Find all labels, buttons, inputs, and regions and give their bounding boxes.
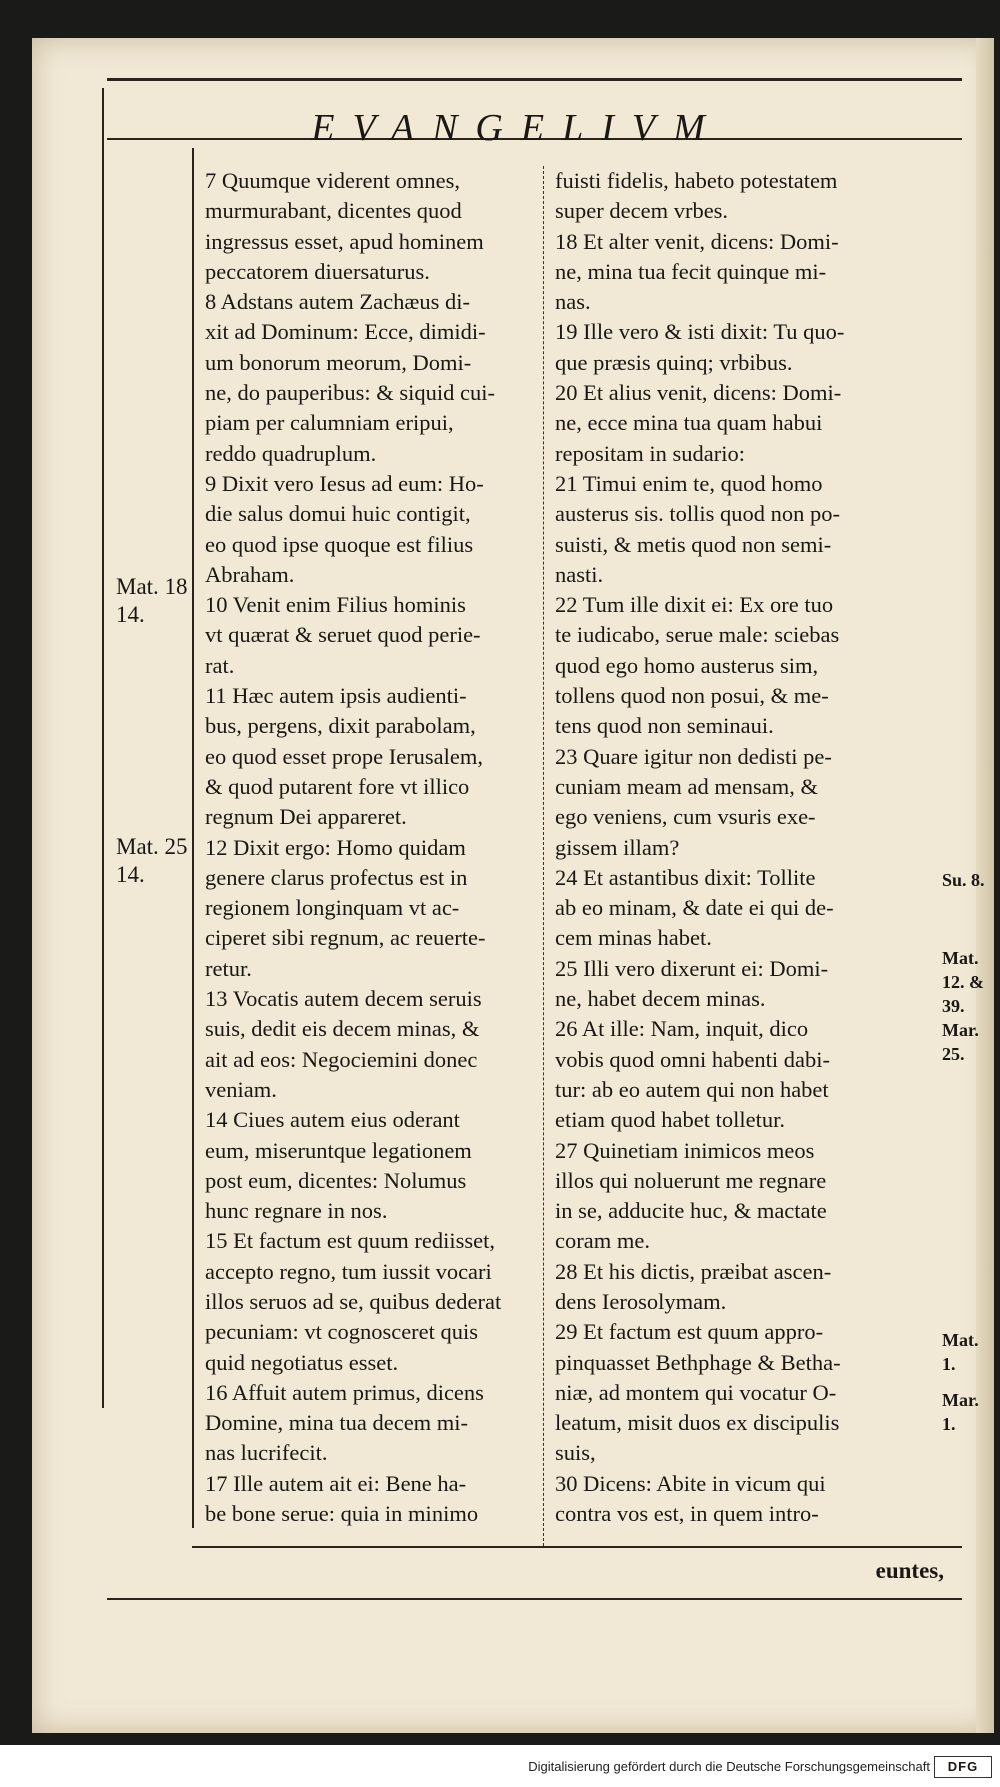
text-line: eo quod ipse quoque est filius	[205, 531, 474, 557]
funding-note: Digitalisierung gefördert durch die Deutsche Forschungsgemeinschaft	[528, 1759, 930, 1774]
text-line: suis,	[555, 1440, 596, 1466]
text-line: 8 Adstans autem Zachæus di-	[205, 289, 470, 315]
margin-ref: Su. 8.	[942, 870, 985, 890]
text-line: 25 Illi vero dixerunt ei: Domi-	[555, 955, 829, 981]
text-line: eo quod esset prope Ierusalem,	[205, 743, 484, 769]
text-line: tur: ab eo autem qui non habet	[555, 1076, 829, 1102]
text-line: retur.	[205, 955, 252, 981]
margin-note-left	[116, 833, 216, 889]
text-line: repositam in sudario:	[555, 440, 745, 466]
text-line: 28 Et his dictis, præibat ascen-	[555, 1258, 832, 1284]
margin-ref: 12. &	[942, 972, 984, 992]
text-line: contra vos est, in quem intro-	[555, 1501, 819, 1527]
margin-note-right	[942, 1388, 994, 1436]
text-line: ne, do pauperibus: & siquid cui-	[205, 380, 495, 406]
text-line: in se, adducite huc, & mactate	[555, 1198, 827, 1224]
text-line: Domine, mina tua decem mi-	[205, 1410, 469, 1436]
text-line: regionem longinquam vt ac-	[205, 895, 460, 921]
text-line: ab eo minam, & date ei qui de-	[555, 895, 834, 921]
text-line: die salus domui huic contigit,	[205, 501, 471, 527]
text-line: ne, ecce mina tua quam habui	[555, 410, 823, 436]
margin-ref: 39.	[942, 996, 965, 1016]
margin-ref: Mat. 18	[116, 574, 188, 599]
text-line: suisti, & metis quod non semi-	[555, 531, 832, 557]
text-line: etiam quod habet tolletur.	[555, 1107, 785, 1133]
column-separator	[543, 166, 544, 1546]
text-line: illos seruos ad se, quibus dederat	[205, 1288, 502, 1314]
text-line: gissem illam?	[555, 834, 680, 860]
bottom-text-rule	[192, 1546, 962, 1548]
text-line: 14 Ciues autem eius oderant	[205, 1107, 460, 1133]
text-line: rat.	[205, 652, 235, 678]
text-line: genere clarus profectus est in	[205, 864, 468, 890]
text-line: 10 Venit enim Filius hominis	[205, 592, 466, 618]
text-line: niæ, ad montem qui vocatur O-	[555, 1379, 837, 1405]
text-line: cem minas habet.	[555, 925, 712, 951]
text-line: 21 Timui enim te, quod homo	[555, 470, 823, 496]
text-line: hunc regnare in nos.	[205, 1198, 388, 1224]
text-line: murmurabant, dicentes quod	[205, 198, 462, 224]
text-line: xit ad Dominum: Ecce, dimidi-	[205, 319, 486, 345]
digitization-footer	[0, 1745, 1000, 1787]
text-line: nasti.	[555, 561, 604, 587]
text-line: 11 Hæc autem ipsis audienti-	[205, 683, 467, 709]
text-line: 27 Quinetiam inimicos meos	[555, 1137, 815, 1163]
text-line: ne, mina tua fecit quinque mi-	[555, 258, 827, 284]
text-line: 29 Et factum est quum appro-	[555, 1319, 824, 1345]
text-line: & quod putarent fore vt illico	[205, 773, 470, 799]
text-line: regnum Dei appareret.	[205, 804, 407, 830]
book-page	[32, 38, 994, 1733]
text-line: illos qui noluerunt me regnare	[555, 1167, 827, 1193]
text-line: Abraham.	[205, 561, 295, 587]
text-line: cuniam meam ad mensam, &	[555, 773, 819, 799]
text-line: tollens quod non posui, & me-	[555, 683, 829, 709]
text-line: dens Ierosolymam.	[555, 1288, 727, 1314]
text-line: 9 Dixit vero Iesus ad eum: Ho-	[205, 470, 484, 496]
text-line: coram me.	[555, 1228, 650, 1254]
text-line: 17 Ille autem ait ei: Bene ha-	[205, 1470, 467, 1496]
margin-ref: Mar.	[942, 1020, 979, 1040]
text-line: piam per calumniam eripui,	[205, 410, 454, 436]
text-line: suis, dedit eis decem minas, &	[205, 1016, 480, 1042]
text-line: 15 Et factum est quum rediisset,	[205, 1228, 495, 1254]
margin-ref: 14.	[116, 862, 145, 887]
text-line: 7 Quumque viderent omnes,	[205, 168, 460, 193]
text-line: pecuniam: vt cognosceret quis	[205, 1319, 479, 1345]
text-line: um bonorum meorum, Domi-	[205, 349, 472, 375]
margin-ref: 14.	[116, 602, 145, 627]
margin-ref: Mat.	[942, 1330, 979, 1350]
margin-ref: Mar.	[942, 1390, 979, 1410]
text-line: ne, habet decem minas.	[555, 986, 766, 1012]
margin-note-left	[116, 573, 216, 629]
margin-note-right	[942, 1328, 994, 1376]
text-line: 16 Affuit autem primus, dicens	[205, 1379, 484, 1405]
text-line: quid negotiatus esset.	[205, 1349, 399, 1375]
text-line: 19 Ille vero & isti dixit: Tu quo-	[555, 319, 845, 345]
margin-ref: Mat. 25	[116, 834, 188, 859]
margin-note-right	[942, 868, 994, 892]
text-line: ingressus esset, apud hominem	[205, 228, 484, 254]
margin-ref: Mat.	[942, 948, 979, 968]
text-line: 23 Quare igitur non dedisti pe-	[555, 743, 832, 769]
text-line: te iudicabo, serue male: sciebas	[555, 622, 840, 648]
text-line: bus, pergens, dixit parabolam,	[205, 713, 476, 739]
text-line: 22 Tum ille dixit ei: Ex ore tuo	[555, 592, 834, 618]
text-line: super decem vrbes.	[555, 198, 729, 224]
text-line: accepto regno, tum iussit vocari	[205, 1258, 492, 1284]
text-line: ciperet sibi regnum, ac reuerte-	[205, 925, 486, 951]
text-line: 13 Vocatis autem decem seruis	[205, 986, 482, 1012]
text-line: nas lucrifecit.	[205, 1440, 328, 1466]
top-rule	[107, 78, 962, 81]
text-line: quod ego homo austerus sim,	[555, 652, 819, 678]
margin-ref: 1.	[942, 1414, 956, 1434]
margin-ref: 1.	[942, 1354, 956, 1374]
margin-note-right	[942, 1018, 994, 1066]
text-line: reddo quadruplum.	[205, 440, 377, 466]
text-line: ait ad eos: Negociemini donec	[205, 1046, 478, 1072]
text-line: pinquasset Bethphage & Betha-	[555, 1349, 841, 1375]
text-line: be bone serue: quia in minimo	[205, 1501, 479, 1527]
text-line: vobis quod omni habenti dabi-	[555, 1046, 830, 1072]
text-line: veniam.	[205, 1076, 277, 1102]
text-line: vt quærat & seruet quod perie-	[205, 622, 481, 648]
text-line: 30 Dicens: Abite in vicum qui	[555, 1470, 826, 1496]
text-line: eum, miseruntque legationem	[205, 1137, 472, 1163]
dfg-logo: DFG	[934, 1756, 992, 1778]
text-line: que præsis quinq; vrbibus.	[555, 349, 793, 375]
text-line: leatum, misit duos ex discipulis	[555, 1410, 840, 1436]
text-line: 24 Et astantibus dixit: Tollite	[555, 864, 816, 890]
margin-ref: 25.	[942, 1044, 965, 1064]
text-line: fuisti fidelis, habeto potestatem	[555, 168, 838, 193]
text-line: tens quod non seminaui.	[555, 713, 774, 739]
page-title: EVANGELIVM	[311, 107, 723, 149]
text-line: ego veniens, cum vsuris exe-	[555, 804, 816, 830]
right-text-column	[555, 166, 895, 1529]
text-line: post eum, dicentes: Nolumus	[205, 1167, 467, 1193]
text-line: nas.	[555, 289, 591, 315]
left-border	[102, 88, 104, 1408]
text-line: 12 Dixit ergo: Homo quidam	[205, 834, 466, 860]
margin-note-right	[942, 946, 994, 1018]
bottom-rule	[107, 1598, 962, 1600]
text-line: 18 Et alter venit, dicens: Domi-	[555, 228, 839, 254]
left-text-column	[205, 166, 545, 1529]
catchword: euntes,	[875, 1558, 944, 1583]
text-line: austerus sis. tollis quod non po-	[555, 501, 840, 527]
text-line: peccatorem diuersaturus.	[205, 258, 430, 284]
text-line: 26 At ille: Nam, inquit, dico	[555, 1016, 809, 1042]
text-line: 20 Et alius venit, dicens: Domi-	[555, 380, 842, 406]
